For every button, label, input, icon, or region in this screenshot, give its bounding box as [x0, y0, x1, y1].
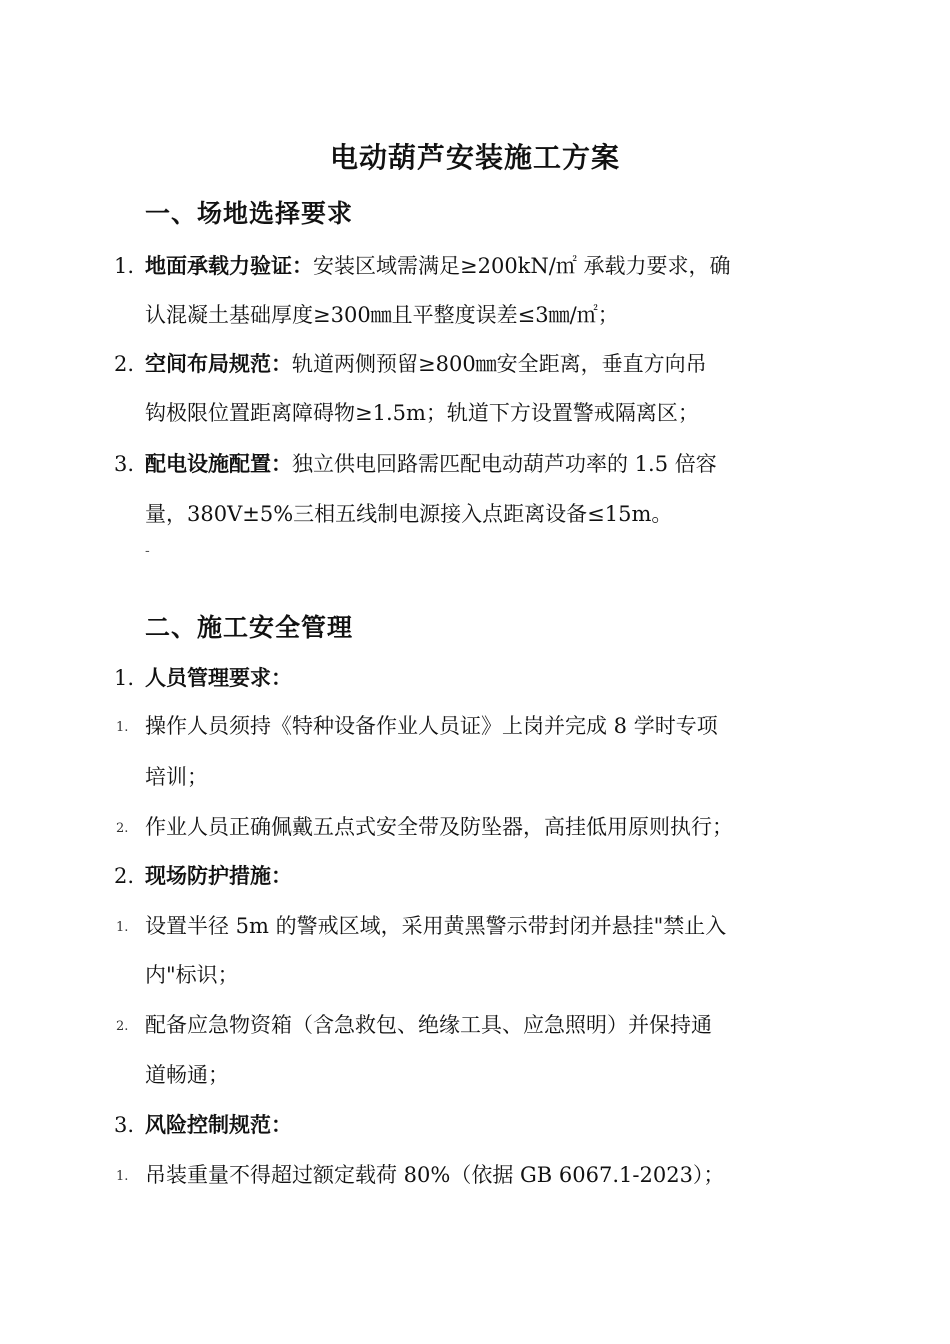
item-label: 配电设施配置：	[145, 452, 292, 476]
item-label: 空间布局规范：	[145, 352, 292, 376]
list-item	[145, 349, 707, 379]
item-text-continued: 认混凝土基础厚度≥300㎜且平整度误差≤3㎜/㎡；	[145, 303, 619, 327]
group-label: 现场防护措施：	[145, 864, 292, 888]
group-number: 1.	[114, 666, 135, 690]
subitem-text: 吊装重量不得超过额定载荷 80%（依据 GB 6067.1-2023）；	[145, 1163, 725, 1187]
subitem-number: 1.	[116, 1169, 129, 1184]
section-heading-site-selection: 一、场地选择要求	[145, 199, 354, 228]
subitem-text-continued: 内"标识；	[145, 963, 239, 987]
subitem-text-continued: 道畅通；	[145, 1063, 229, 1087]
item-text: 安装区域需满足≥200kN/㎡ 承载力要求，确	[313, 254, 731, 278]
list-item	[145, 449, 717, 479]
group-label: 人员管理要求：	[145, 666, 292, 690]
subitem-number: 2.	[116, 821, 129, 836]
page-title: 电动葫芦安装施工方案	[329, 141, 620, 174]
group-number: 3.	[114, 1113, 135, 1137]
group-label: 风险控制规范：	[145, 1113, 292, 1137]
subitem-text-continued: 培训；	[145, 765, 208, 789]
item-text-continued: 钩极限位置距离障碍物≥1.5m；轨道下方设置警戒隔离区；	[145, 401, 699, 425]
subitem-number: 2.	[116, 1019, 129, 1034]
subitem-text: 配备应急物资箱（含急救包、绝缘工具、应急照明）并保持通	[145, 1013, 712, 1037]
group-number: 2.	[114, 864, 135, 888]
list-item	[145, 251, 731, 281]
subitem-number: 1.	[116, 720, 129, 735]
subitem-text: 操作人员须持《特种设备作业人员证》上岗并完成 8 学时专项	[145, 714, 718, 738]
item-text-continued: 量，380V±5%三相五线制电源接入点距离设备≤15m。	[145, 502, 673, 526]
trailing-mark: -	[145, 543, 150, 559]
subitem-number: 1.	[116, 920, 129, 935]
item-number: 3.	[114, 452, 135, 476]
section-heading-safety-management: 二、施工安全管理	[145, 613, 354, 642]
item-number: 2.	[114, 352, 135, 376]
item-text: 轨道两侧预留≥800㎜安全距离，垂直方向吊	[292, 352, 707, 376]
item-text: 独立供电回路需匹配电动葫芦功率的 1.5 倍容	[292, 452, 717, 476]
item-label: 地面承载力验证：	[145, 254, 313, 278]
subitem-text: 作业人员正确佩戴五点式安全带及防坠器，高挂低用原则执行；	[145, 815, 733, 839]
item-number: 1.	[114, 254, 135, 278]
subitem-text: 设置半径 5m 的警戒区域，采用黄黑警示带封闭并悬挂"禁止入	[145, 914, 727, 938]
